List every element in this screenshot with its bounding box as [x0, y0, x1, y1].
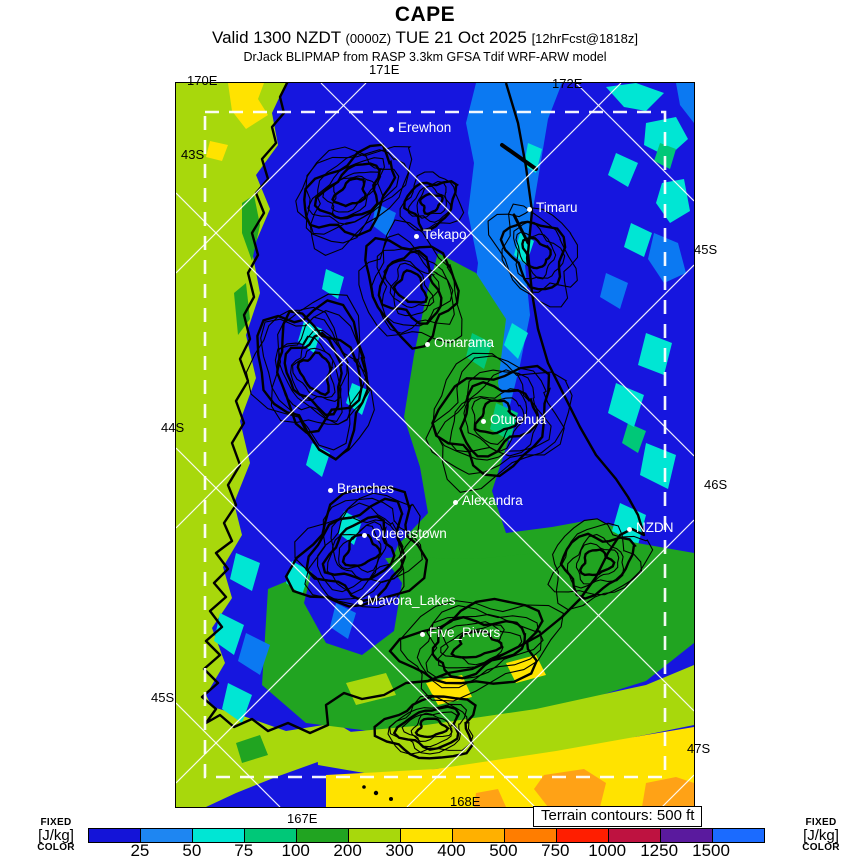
- place-label: Omarama: [434, 335, 495, 350]
- grid-label: 46S: [704, 477, 728, 492]
- place-label: Alexandra: [462, 493, 523, 508]
- place-label: Tekapo: [423, 227, 467, 242]
- header: [0, 0, 850, 64]
- unit-line: FIXED: [805, 817, 837, 828]
- forecast-tag: [12hrFcst@1818z]: [531, 31, 638, 46]
- unit-line: [J/kg]: [38, 827, 74, 844]
- page-title: CAPE: [394, 3, 456, 26]
- place-label: Five_Rivers: [429, 625, 501, 640]
- grid-label: 45S: [694, 242, 718, 257]
- place-label: Erewhon: [398, 120, 452, 135]
- place-label: Mavora_Lakes: [367, 593, 456, 608]
- unit-line: COLOR: [802, 842, 840, 853]
- place-label: Oturehua: [490, 412, 547, 427]
- grid-label: 47S: [687, 741, 711, 756]
- map-canvas: [176, 83, 694, 807]
- colorbar-tick: 300: [385, 841, 414, 860]
- grid-label: 171E: [369, 62, 400, 77]
- valid-utc: (0000Z): [345, 31, 392, 46]
- place-label: NZDN: [636, 520, 674, 535]
- grid-label: 168E: [450, 794, 481, 809]
- colorbar-tick: 50: [182, 841, 202, 860]
- unit-line: [J/kg]: [803, 827, 839, 844]
- grid-label: 45S: [151, 690, 175, 705]
- valid-time-line: Valid 1300 NZDT (0000Z) TUE 21 Oct 2025 [12hrFcst@1818z]: [212, 28, 638, 47]
- colorbar-tick: 750: [541, 841, 570, 860]
- colorbar-tick-labels: [88, 841, 763, 860]
- colorbar-tick: 25: [130, 841, 150, 860]
- colorbar-tick: 400: [437, 841, 466, 860]
- grid-label: 172E: [552, 76, 583, 91]
- place-label: Queenstown: [371, 526, 447, 541]
- terrain-note: Terrain contours: 500 ft: [533, 806, 702, 827]
- grid-label: 44S: [161, 420, 185, 435]
- cape-map-plot: [175, 82, 695, 808]
- unit-block-left: [26, 818, 86, 853]
- colorbar-tick: 75: [234, 841, 254, 860]
- colorbar-tick: 1500: [692, 841, 730, 860]
- colorbar-tick: 1250: [640, 841, 679, 860]
- colorbar-tick: 1000: [588, 841, 627, 860]
- colorbar-tick: 200: [333, 841, 362, 860]
- unit-line: FIXED: [40, 817, 72, 828]
- model-line: DrJack BLIPMAP from RASP 3.3km GFSA Tdif WRF-ARW model: [243, 50, 607, 64]
- unit-block-right: [791, 818, 850, 853]
- place-label: Timaru: [536, 200, 578, 215]
- colorbar-tick: 500: [489, 841, 518, 860]
- colorbar-tick: 100: [281, 841, 310, 860]
- unit-line: COLOR: [37, 842, 75, 853]
- place-label: Branches: [337, 481, 395, 496]
- grid-label: 170E: [187, 73, 218, 88]
- grid-label: 43S: [181, 147, 205, 162]
- grid-label: 167E: [287, 811, 318, 826]
